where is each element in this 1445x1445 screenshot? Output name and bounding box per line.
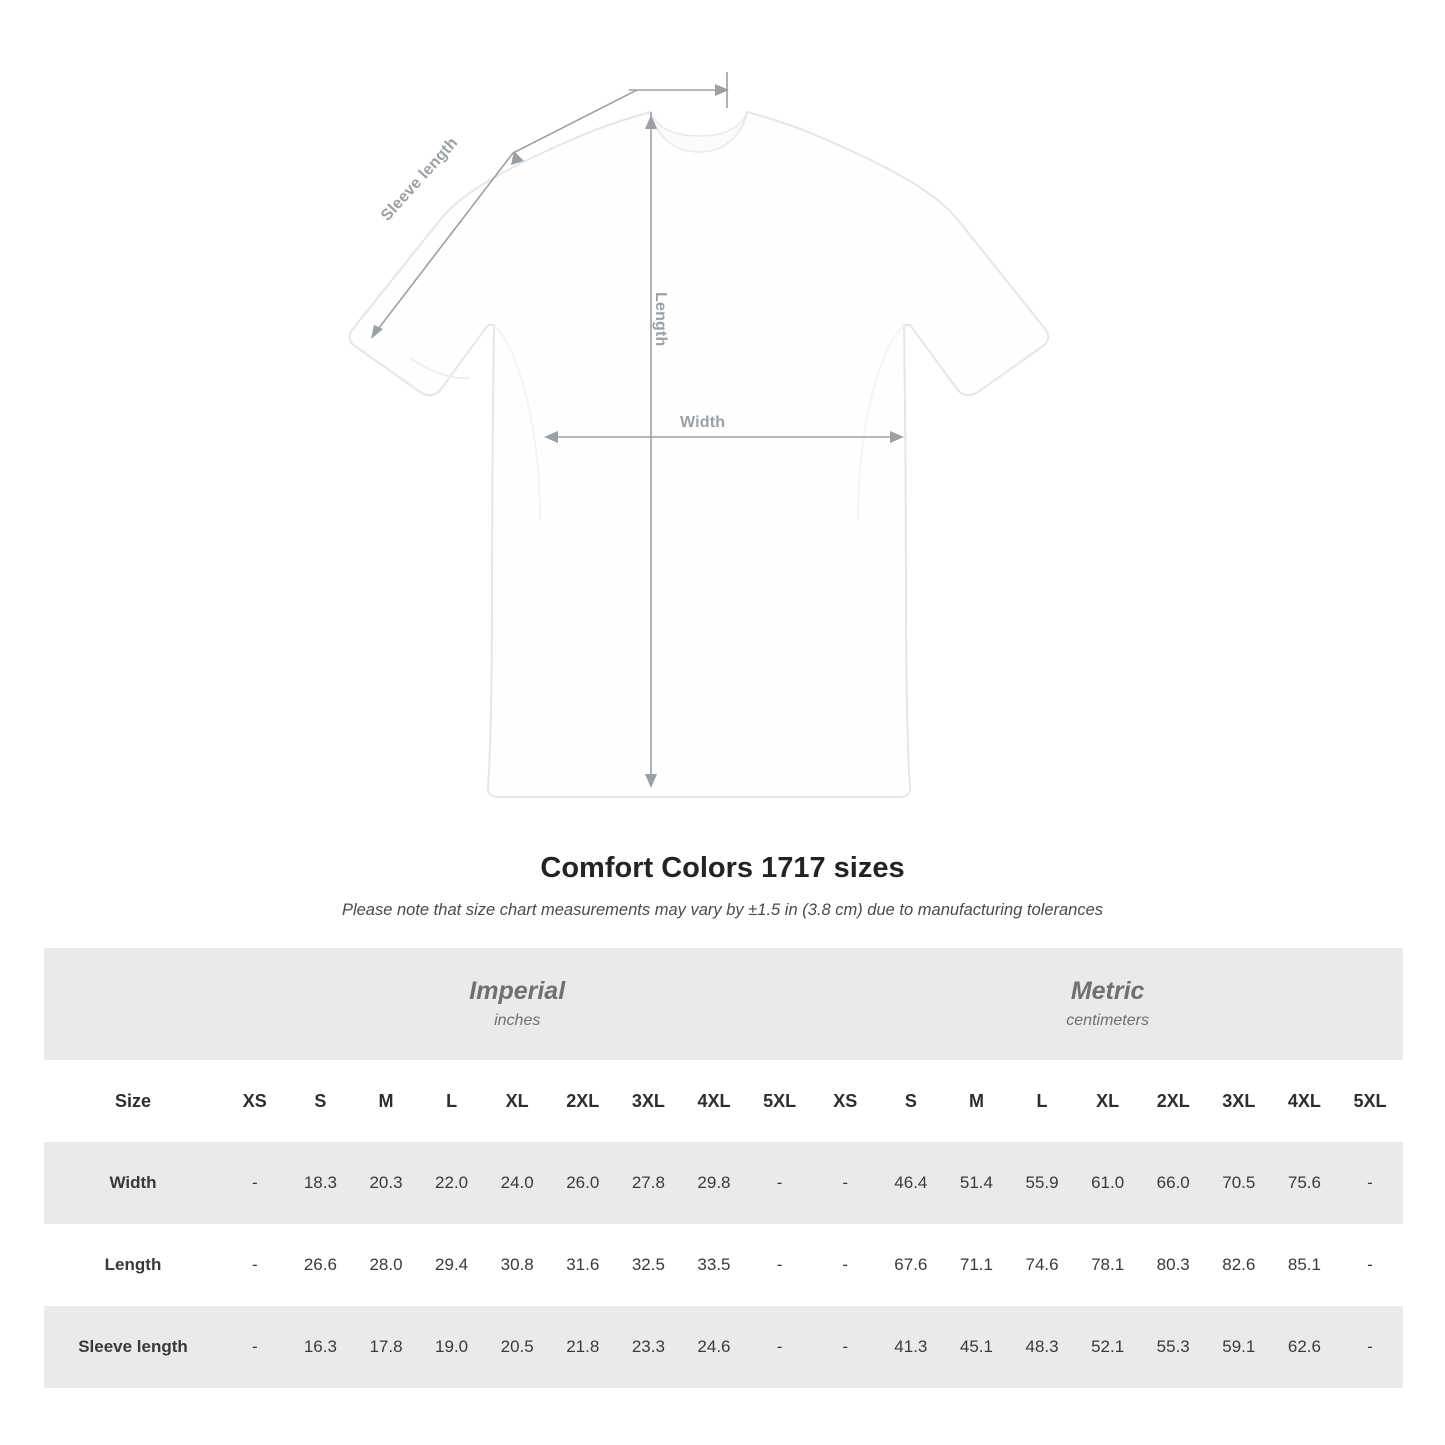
cell-width-imperial-l: 22.0 xyxy=(419,1142,485,1224)
cell-length-metric-xs: - xyxy=(812,1224,878,1306)
column-header-metric-l: L xyxy=(1009,1060,1075,1142)
cell-width-metric-2xl: 66.0 xyxy=(1140,1142,1206,1224)
table-row xyxy=(44,1142,1403,1224)
unit-name-metric: Metric xyxy=(1070,977,1145,1006)
unit-sub-metric: centimeters xyxy=(1066,1011,1149,1029)
unit-header-spacer xyxy=(44,948,222,1060)
table-row xyxy=(44,1306,1403,1388)
cell-length-metric-xl: 78.1 xyxy=(1075,1224,1141,1306)
column-header-metric-2xl: 2XL xyxy=(1140,1060,1206,1142)
cell-length-metric-s: 67.6 xyxy=(878,1224,944,1306)
column-header-metric-xl: XL xyxy=(1075,1060,1141,1142)
column-header-imperial-2xl: 2XL xyxy=(550,1060,616,1142)
cell-sleeve-imperial-xl: 20.5 xyxy=(484,1306,550,1388)
cell-length-imperial-5xl: - xyxy=(747,1224,813,1306)
size-table-wrapper xyxy=(44,948,1401,1388)
page-title: Comfort Colors 1717 sizes xyxy=(540,852,905,884)
cell-width-imperial-m: 20.3 xyxy=(353,1142,419,1224)
row-label-length: Length xyxy=(44,1224,222,1306)
column-header-metric-5xl: 5XL xyxy=(1337,1060,1403,1142)
column-header-size: Size xyxy=(44,1060,222,1142)
column-header-metric-xs: XS xyxy=(812,1060,878,1142)
column-header-imperial-s: S xyxy=(288,1060,354,1142)
cell-length-imperial-m: 28.0 xyxy=(353,1224,419,1306)
title-block xyxy=(0,852,1445,920)
width-dimension-label: Width xyxy=(680,414,726,431)
row-label-width: Width xyxy=(44,1142,222,1224)
cell-sleeve-metric-5xl: - xyxy=(1337,1306,1403,1388)
cell-sleeve-metric-xs: - xyxy=(812,1306,878,1388)
cell-width-metric-xl: 61.0 xyxy=(1075,1142,1141,1224)
size-header-row xyxy=(44,1060,1403,1142)
cell-sleeve-metric-4xl: 62.6 xyxy=(1272,1306,1338,1388)
cell-width-metric-l: 55.9 xyxy=(1009,1142,1075,1224)
cell-sleeve-imperial-xs: - xyxy=(222,1306,288,1388)
size-table xyxy=(44,948,1403,1388)
unit-sub-imperial: inches xyxy=(494,1011,541,1029)
cell-sleeve-metric-l: 48.3 xyxy=(1009,1306,1075,1388)
column-header-metric-4xl: 4XL xyxy=(1272,1060,1338,1142)
cell-width-metric-4xl: 75.6 xyxy=(1272,1142,1338,1224)
cell-sleeve-metric-m: 45.1 xyxy=(944,1306,1010,1388)
column-header-metric-3xl: 3XL xyxy=(1206,1060,1272,1142)
unit-header-imperial xyxy=(222,948,812,1060)
cell-length-imperial-4xl: 33.5 xyxy=(681,1224,747,1306)
unit-header-row xyxy=(44,948,1403,1060)
cell-sleeve-metric-2xl: 55.3 xyxy=(1140,1306,1206,1388)
cell-sleeve-imperial-2xl: 21.8 xyxy=(550,1306,616,1388)
cell-width-metric-m: 51.4 xyxy=(944,1142,1010,1224)
column-header-metric-s: S xyxy=(878,1060,944,1142)
cell-width-imperial-s: 18.3 xyxy=(288,1142,354,1224)
cell-length-metric-3xl: 82.6 xyxy=(1206,1224,1272,1306)
cell-length-metric-l: 74.6 xyxy=(1009,1224,1075,1306)
cell-length-imperial-xl: 30.8 xyxy=(484,1224,550,1306)
cell-sleeve-imperial-3xl: 23.3 xyxy=(616,1306,682,1388)
cell-width-metric-3xl: 70.5 xyxy=(1206,1142,1272,1224)
cell-sleeve-imperial-m: 17.8 xyxy=(353,1306,419,1388)
sleeve-length-dimension-label: Sleeve length xyxy=(378,134,462,225)
cell-length-imperial-l: 29.4 xyxy=(419,1224,485,1306)
column-header-imperial-xs: XS xyxy=(222,1060,288,1142)
cell-length-metric-m: 71.1 xyxy=(944,1224,1010,1306)
cell-width-metric-s: 46.4 xyxy=(878,1142,944,1224)
tshirt-shape xyxy=(350,112,1049,797)
unit-name-imperial: Imperial xyxy=(469,977,566,1006)
column-header-imperial-l: L xyxy=(419,1060,485,1142)
cell-width-metric-5xl: - xyxy=(1337,1142,1403,1224)
cell-sleeve-imperial-5xl: - xyxy=(747,1306,813,1388)
tolerance-note: Please note that size chart measurements may vary by ±1.5 in (3.8 cm) due to manufacturing tolerances xyxy=(341,901,1104,919)
cell-sleeve-imperial-s: 16.3 xyxy=(288,1306,354,1388)
cell-length-metric-5xl: - xyxy=(1337,1224,1403,1306)
cell-sleeve-metric-s: 41.3 xyxy=(878,1306,944,1388)
table-row xyxy=(44,1224,1403,1306)
cell-length-metric-4xl: 85.1 xyxy=(1272,1224,1338,1306)
column-header-metric-m: M xyxy=(944,1060,1010,1142)
cell-width-imperial-2xl: 26.0 xyxy=(550,1142,616,1224)
cell-sleeve-imperial-4xl: 24.6 xyxy=(681,1306,747,1388)
column-header-imperial-xl: XL xyxy=(484,1060,550,1142)
cell-sleeve-imperial-l: 19.0 xyxy=(419,1306,485,1388)
length-dimension-label: Length xyxy=(652,292,669,347)
cell-width-imperial-xs: - xyxy=(222,1142,288,1224)
row-label-sleeve-length: Sleeve length xyxy=(44,1306,222,1388)
cell-length-imperial-s: 26.6 xyxy=(288,1224,354,1306)
cell-width-imperial-5xl: - xyxy=(747,1142,813,1224)
cell-sleeve-metric-3xl: 59.1 xyxy=(1206,1306,1272,1388)
cell-length-metric-2xl: 80.3 xyxy=(1140,1224,1206,1306)
column-header-imperial-m: M xyxy=(353,1060,419,1142)
cell-length-imperial-xs: - xyxy=(222,1224,288,1306)
cell-sleeve-metric-xl: 52.1 xyxy=(1075,1306,1141,1388)
column-header-imperial-3xl: 3XL xyxy=(616,1060,682,1142)
cell-width-metric-xs: - xyxy=(812,1142,878,1224)
cell-length-imperial-3xl: 32.5 xyxy=(616,1224,682,1306)
unit-header-metric xyxy=(812,948,1402,1060)
column-header-imperial-4xl: 4XL xyxy=(681,1060,747,1142)
column-header-imperial-5xl: 5XL xyxy=(747,1060,813,1142)
cell-width-imperial-xl: 24.0 xyxy=(484,1142,550,1224)
cell-width-imperial-3xl: 27.8 xyxy=(616,1142,682,1224)
cell-length-imperial-2xl: 31.6 xyxy=(550,1224,616,1306)
cell-width-imperial-4xl: 29.8 xyxy=(681,1142,747,1224)
